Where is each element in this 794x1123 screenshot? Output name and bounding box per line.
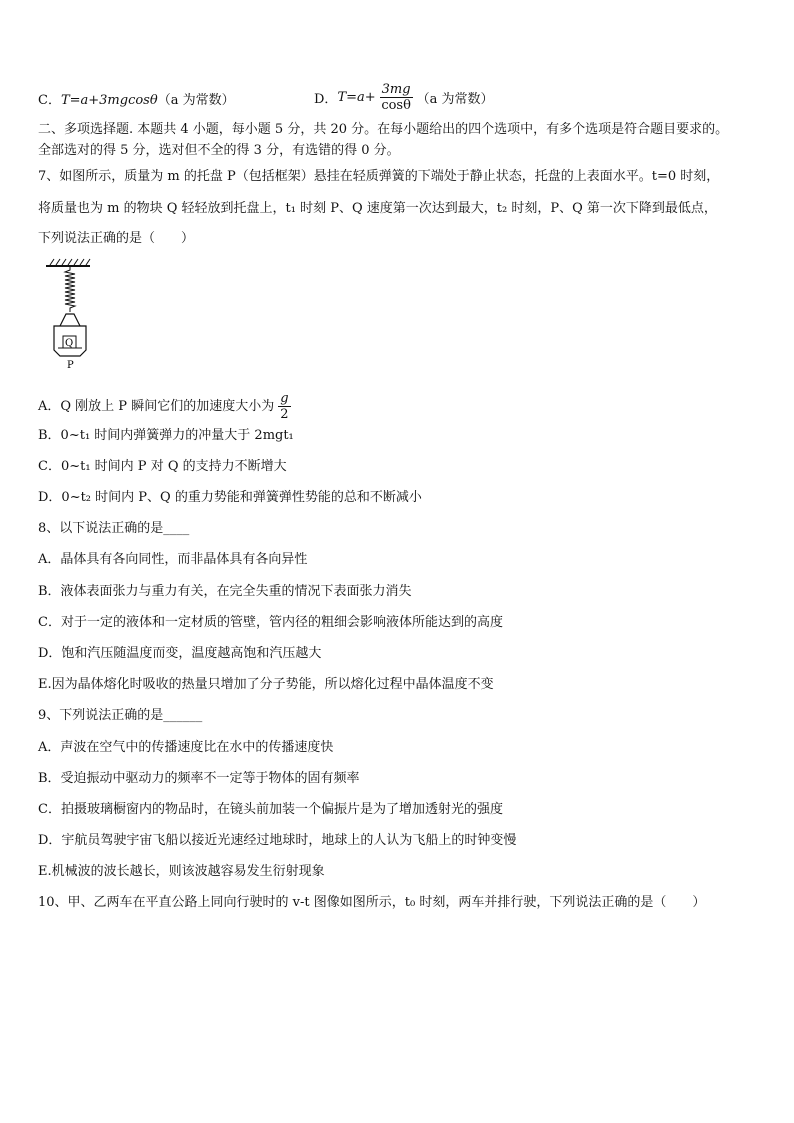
q7-option-a-frac-num: g	[280, 391, 289, 406]
prev-option-d-fraction	[380, 82, 413, 113]
q7-option-a-text: A．Q 刚放上 P 瞬间它们的加速度大小为	[38, 398, 275, 414]
q7-option-d: D．0~t₂ 时间内 P、Q 的重力势能和弹簧弹性势能的总和不断减小	[38, 490, 422, 505]
prev-option-d-note: （a 为常数）	[416, 92, 494, 107]
prev-option-d-frac-den: cosθ	[381, 98, 411, 113]
q7-stem-line2: 将质量也为 m 的物块 Q 轻轻放到托盘上，t₁ 时刻 P、Q 速度第一次达到最大，t₂ 时刻，P、Q 第一次下降到最低点，	[38, 201, 717, 216]
q7-stem-line1: 7、如图所示，质量为 m 的托盘 P（包括框架）悬挂在轻质弹簧的下端处于静止状态，托盘的上表面水平。t=0 时刻，	[38, 169, 720, 184]
q7-option-a	[38, 391, 295, 422]
spring-tray-figure	[40, 256, 100, 371]
q9-option-a: A．声波在空气中的传播速度比在水中的传播速度快	[38, 740, 334, 755]
q9-stem: 9、下列说法正确的是______	[38, 708, 203, 723]
q7-stem-line3: 下列说法正确的是（ ）	[38, 231, 195, 246]
q8-option-e: E.因为晶体熔化时吸收的热量只增加了分子势能，所以熔化过程中晶体温度不变	[38, 677, 494, 692]
prev-option-c	[38, 89, 235, 108]
q10-stem: 10、甲、乙两车在平直公路上同向行驶时的 v-t 图像如图所示，t₀ 时刻，两车并排行驶，下列说法正确的是（ ）	[38, 895, 706, 910]
spring-tray-diagram	[40, 256, 100, 371]
q7-option-a-fraction	[278, 391, 290, 422]
q8-option-b: B．液体表面张力与重力有关，在完全失重的情况下表面张力消失	[38, 584, 412, 599]
q9-option-e: E.机械波的波长越长，则该波越容易发生衍射现象	[38, 864, 325, 879]
section2-line1: 二、多项选择题. 本题共 4 小题，每小题 5 分，共 20 分。在每小题给出的四个选项中，有多个选项是符合题目要求的。	[38, 122, 729, 137]
figure-label-q: Q	[65, 338, 74, 349]
q7-option-a-frac-den: 2	[280, 407, 289, 422]
section2-line2: 全部选对的得 5 分，选对但不全的得 3 分，有选错的得 0 分。	[38, 143, 400, 158]
q8-option-a: A．晶体具有各向同性，而非晶体具有各向异性	[38, 552, 308, 567]
q8-stem: 8、以下说法正确的是____	[38, 521, 190, 536]
q7-option-c: C．0~t₁ 时间内 P 对 Q 的支持力不断增大	[38, 459, 287, 474]
q8-option-d: D．饱和汽压随温度而变，温度越高饱和汽压越大	[38, 646, 322, 661]
prev-option-d-formula-lead: T=a+	[337, 90, 376, 105]
prev-option-d	[314, 82, 493, 113]
q7-option-b: B．0~t₁ 时间内弹簧弹力的冲量大于 2mgt₁	[38, 428, 294, 443]
figure-label-p: P	[67, 360, 74, 371]
prev-option-d-prefix: D．	[314, 92, 338, 107]
prev-option-c-formula: T=a+3mgcosθ	[60, 93, 158, 108]
prev-option-d-frac-num: 3mg	[381, 82, 411, 97]
q9-option-b: B．受迫振动中驱动力的频率不一定等于物体的固有频率	[38, 771, 360, 786]
q9-option-c: C．拍摄玻璃橱窗内的物品时，在镜头前加装一个偏振片是为了增加透射光的强度	[38, 802, 503, 817]
prev-option-c-prefix: C．	[38, 93, 61, 108]
prev-option-c-note: （a 为常数）	[157, 93, 235, 108]
q8-option-c: C．对于一定的液体和一定材质的管壁，管内径的粗细会影响液体所能达到的高度	[38, 615, 503, 630]
q9-option-d: D．宇航员驾驶宇宙飞船以接近光速经过地球时，地球上的人认为飞船上的时钟变慢	[38, 833, 517, 848]
